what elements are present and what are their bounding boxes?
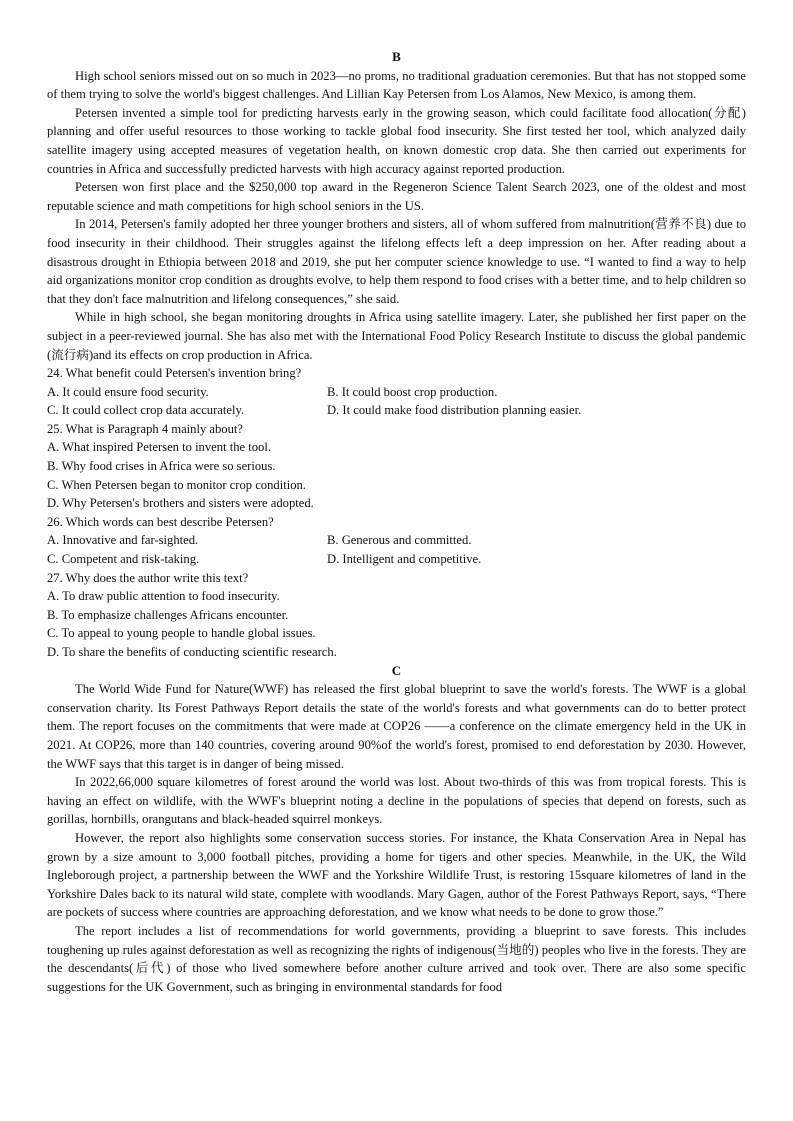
- option-d: D. To share the benefits of conducting scientific research.: [47, 645, 337, 659]
- option-b: B. Why food crises in Africa were so serious.: [47, 459, 276, 474]
- section-c-title: C: [391, 662, 402, 678]
- option-c: C. Competent and risk-taking.: [47, 552, 200, 567]
- section-b-paragraph-1: High school seniors missed out on so much in 2023—no proms, no traditional graduation ceremonies. But that has not stopped some of them trying to solve the world's biggest challenges. And Lillian Kay Petersen from Los Alamos, New Mexico, is among them.: [47, 68, 746, 102]
- question-26: [47, 513, 746, 569]
- options-row: [47, 383, 746, 402]
- option-a: A. Innovative and far-sighted.: [47, 533, 199, 548]
- question-stem: 26. Which words can best describe Petersen?: [47, 514, 274, 529]
- section-b-paragraph-3: Petersen won first place and the $250,000 top award in the Regeneron Science Talent Search 2023, one of the oldest and most reputable science and math competitions for high school seniors in the US.: [47, 180, 746, 213]
- option-b: B. It could boost crop production.: [327, 384, 498, 399]
- option-d: D. It could make food distribution planning easier.: [327, 403, 582, 418]
- option-d: D. Why Petersen's brothers and sisters were adopted.: [47, 496, 314, 511]
- question-24: [47, 364, 746, 420]
- section-b-paragraph-2: Petersen invented a simple tool for predicting harvests early in the growing season, which could facilitate food allocation(分配) planning and offer useful resources to those working to tackle global food insecurity. She first tested her tool, which analyzed daily satellite imagery using accepted measures of vegetation health, on known domestic crop data. She then carried out experiments for countries in Africa and successfully predicted harvests with high accuracy against reported production.: [47, 105, 746, 176]
- section-c-paragraph-4: The report includes a list of recommendations for world governments, providing a blueprint to save forests. This includes toughening up rules against deforestation as well as recognizing the rights of indigenous(当地的) peoples who live in the forests. They are the descendants(后代) of those who lived somewhere before another culture arrived and took over. There are also some specific suggestions for the UK Government, such as bringing in environmental standards for food: [47, 923, 746, 994]
- option-d: D. Intelligent and competitive.: [327, 552, 482, 567]
- question-stem: 27. Why does the author write this text?: [47, 570, 249, 585]
- option-a: A. What inspired Petersen to invent the tool.: [47, 440, 271, 455]
- option-a: A. It could ensure food security.: [47, 384, 209, 399]
- section-c-paragraph-1: The World Wide Fund for Nature(WWF) has released the first global blueprint to save the world's forests. The WWF is a global conservation charity. Its Forest Pathways Report details the state of the world's forests and what governments can do to better protect them. The report focuses on the commitments that were made at COP26 ——a conference on the climate emergency held in the UK in 2021. At COP26, more than 140 countries, covering around 90%of the world's forest, promised to end deforestation by 2030. However, the WWF says that this target is in danger of being missed.: [47, 682, 746, 771]
- question-25: [47, 420, 746, 513]
- option-c: C. It could collect crop data accurately.: [47, 403, 245, 418]
- section-b-title: B: [392, 49, 401, 64]
- option-a: A. To draw public attention to food insecurity.: [47, 589, 280, 604]
- option-b: B. Generous and committed.: [327, 533, 472, 548]
- section-b-paragraph-4: In 2014, Petersen's family adopted her three younger brothers and sisters, all of whom suffered from malnutrition(营养不良) due to food insecurity in their childhood. Their struggles against the lifelong effects left a deep impression on her. After reading about a disastrous drought in Ethiopia between 2018 and 2019, she put her computer science knowledge to use. “I wanted to find a way to help aid organizations monitor crop condition as droughts evolve, to help them respond to food crises with a better time, and to help children so that they don't face malnutrition and lifelong consequences,” she said.: [47, 217, 746, 306]
- section-c-paragraph-2: In 2022,66,000 square kilometres of forest around the world was lost. About two-thirds of this was from tropical forests. This is having an effect on wildlife, with the WWF's blueprint noting a decline in the populations of species that depend on forests, such as gorillas, hornbills, orangutans and black-headed squirrel monkeys.: [47, 775, 746, 827]
- option-c: C. When Petersen began to monitor crop condition.: [47, 477, 306, 492]
- options-row: [47, 401, 746, 420]
- question-27: [47, 569, 746, 662]
- section-c-paragraph-3: However, the report also highlights some conservation success stories. For instance, the Khata Conservation Area in Nepal has grown by a size amount to 3,000 football pitches, providing a home for tigers and other species. Meanwhile, in the UK, the Wild Ingleborough project, a partnership between the WWF and the Yorkshire Wildlife Trust, is restoring 15square kilometres of land in the Yorkshire Dales back to its natural wild state, complete with woodlands. Mary Gagen, author of the Forest Pathways Report, says, “There are pockets of success where countries are approaching deforestation, and we know what needs to be done to grow those.”: [47, 830, 746, 920]
- options-row: [47, 531, 746, 550]
- option-b: B. To emphasize challenges Africans encounter.: [47, 607, 289, 622]
- section-b-paragraph-5: While in high school, she began monitoring droughts in Africa using satellite imagery. Later, she published her first paper on the subject in a peer-reviewed journal. She has also met with the International Food Policy Research Institute to discuss the global pandemic (流行病)and its effects on crop production in Africa.: [47, 310, 746, 362]
- question-stem: 25. What is Paragraph 4 mainly about?: [47, 421, 243, 436]
- options-row: [47, 550, 746, 569]
- option-c: C. To appeal to young people to handle global issues.: [47, 626, 316, 641]
- question-stem: 24. What benefit could Petersen's invention bring?: [47, 366, 302, 381]
